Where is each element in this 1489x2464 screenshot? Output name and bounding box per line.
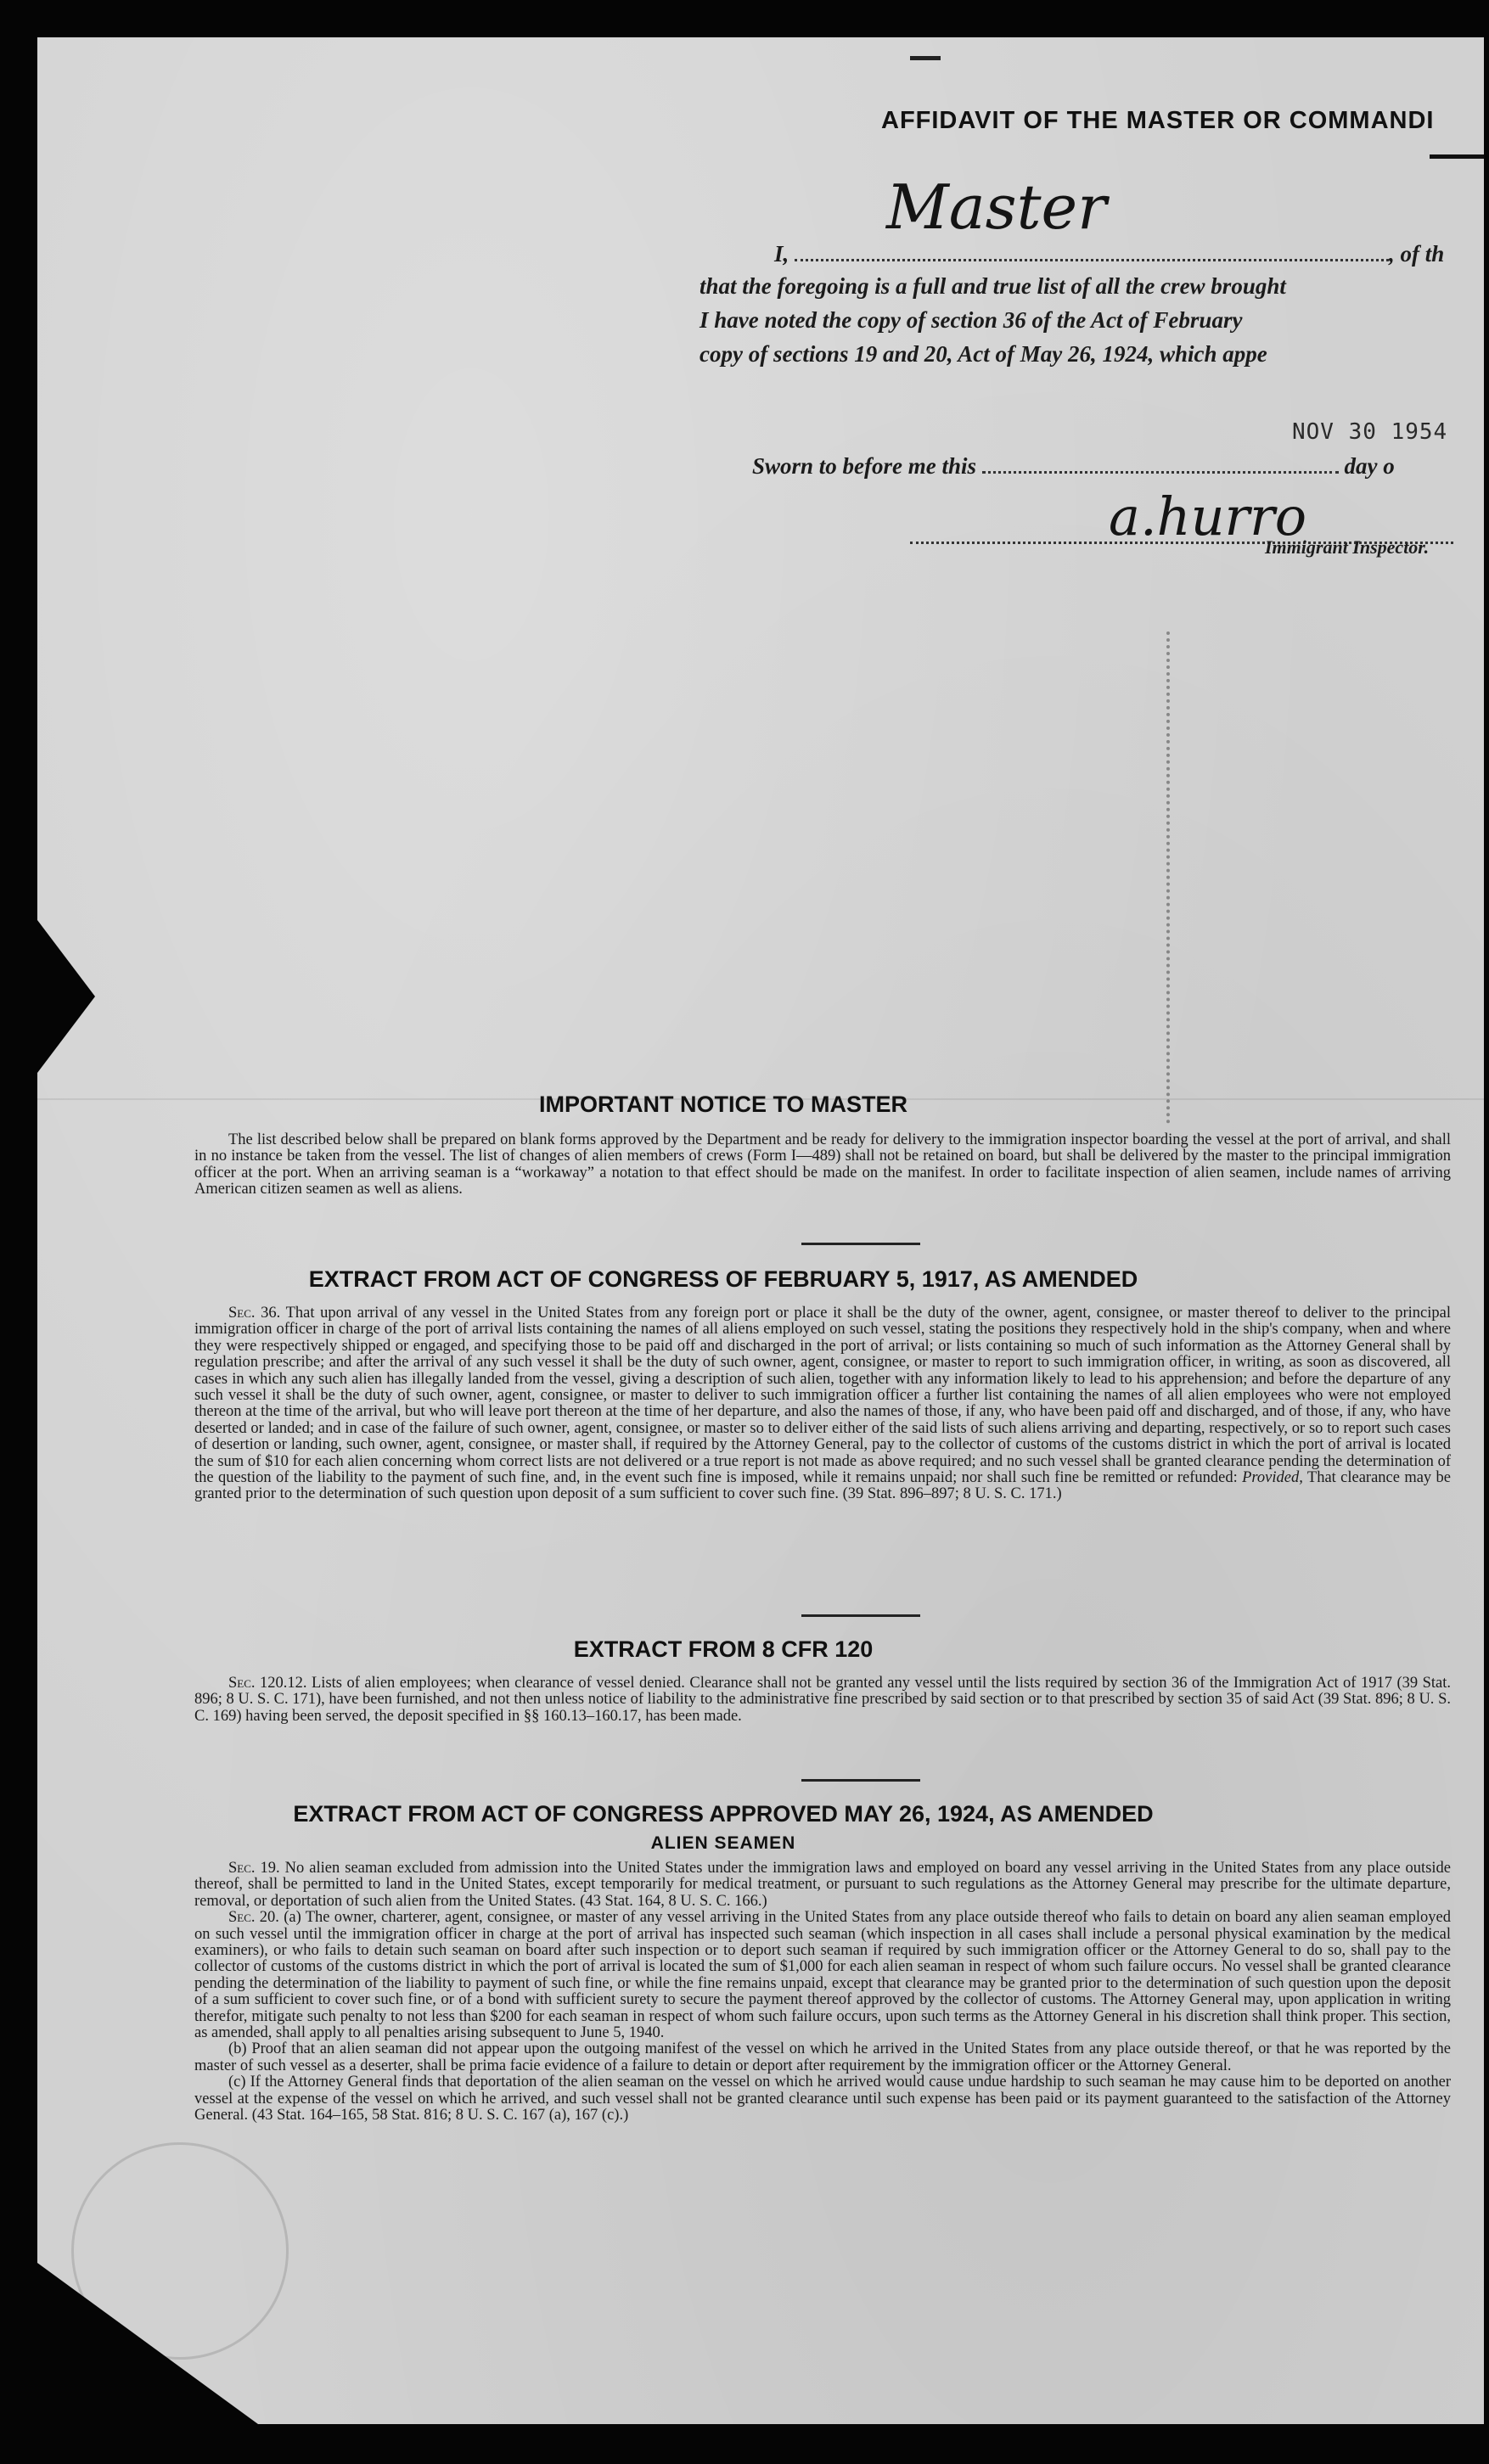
name-blank bbox=[795, 255, 1389, 261]
inspector-signature: a.hurro bbox=[1109, 486, 1307, 547]
section-rule bbox=[801, 1779, 920, 1782]
sworn-suffix: day o bbox=[1344, 453, 1395, 479]
provided-term: Provided, bbox=[1242, 1469, 1303, 1487]
sec-20c-paragraph: (c) If the Attorney General finds that deportation of the alien seaman on the vessel on which he arrived would cause undue hardship to such seaman he may cause him to be deported on another vessel at the expense of the vessel on which he arrived, and such vessel shall not be granted clearance until such expense has been paid or its payment guaranteed to the satisfaction of the Attorney General. (43 Stat. 164–165, 58 Stat. 816; 8 U. S. C. 167 (a), 167 (c).) bbox=[194, 2074, 1451, 2124]
notice-text bbox=[194, 1132, 1451, 1198]
sec-120-12-text: Lists of alien employees; when clearance of vessel denied. Clearance shall not be granted any vessel until the lists required by section 36 of the Immigration Act of 1917 (39 Stat. 896; 8 U. S. C. 171), have been furnished, and not then unless notice of liability to the administrative fine prescribed by said section or to that prescribed by section 35 of said Act (39 Stat. 896; 8 U. S. C. 169) having been served, the deposit specified in §§ 160.13–160.17, has been made. bbox=[194, 1675, 1451, 1725]
document-page bbox=[37, 37, 1484, 2424]
sworn-prefix: Sworn to before me this bbox=[752, 453, 977, 479]
date-blank bbox=[982, 468, 1339, 474]
inspector-label: Immigrant Inspector. bbox=[1265, 536, 1430, 558]
extract-1924-text bbox=[194, 1861, 1451, 2124]
section-rule bbox=[801, 1614, 920, 1617]
section-rule bbox=[801, 1243, 920, 1245]
sec-120-12-label: Sec. 120.12. bbox=[228, 1675, 307, 1692]
sec-19-paragraph bbox=[194, 1861, 1451, 1910]
extract-cfr-heading: EXTRACT FROM 8 CFR 120 bbox=[573, 1636, 874, 1662]
affidavit-title: AFFIDAVIT OF THE MASTER OR COMMANDI bbox=[881, 107, 1435, 134]
dotted-guide bbox=[1166, 631, 1172, 1124]
sec-20b-paragraph: (b) Proof that an alien seaman did not appear upon the outgoing manifest of the vessel on which he arrived in the United States from any place outside thereof, or that he was reported by the master of such vessel as a deserter, shall be prima facie evidence of a failure to detain or deport after requirement by the immigration officer or the Attorney General. bbox=[194, 2040, 1451, 2074]
alien-seamen-subheading: ALIEN SEAMEN bbox=[650, 1833, 796, 1853]
affidavit-line-1 bbox=[774, 241, 1444, 267]
master-signature: Master bbox=[886, 171, 1107, 243]
notice-heading: IMPORTANT NOTICE TO MASTER bbox=[539, 1092, 907, 1117]
sec-19-text: No alien seaman excluded from admission into the United States under the immigration laws and employed on board any vessel arriving in the United States from any place outside thereof, shall be permitted to land in the United States, except temporarily for medical treatment, or pursuant to such regulations as the Attorney General may prescribe for the ultimate departure, removal, or deportation of such alien from the United States. (43 Stat. 164, 8 U. S. C. 166.) bbox=[194, 1860, 1451, 1910]
sec-20a-text: (a) The owner, charterer, agent, consignee, or master of any vessel arriving in the United States from any place outside thereof who fails to detain on board any alien seaman employed on such vessel until the immigration officer in charge at the port of arrival has inspected such seaman (which inspection in all cases shall include a personal physical examination by the medical examiners), or who fails to detain such seaman on board after such inspection or to deport such seaman if required by such immigration officer or the Attorney General to do so, shall pay to the collector of customs of the customs district in which the port of arrival is located the sum of $1,000 for each alien seaman in respect of whom such failure occurs. No vessel shall be granted clearance pending the determination of the liability to payment of such fine, or while the fine remains unpaid, except that clearance may be granted prior to the determination of such question upon the deposit of a sum sufficient to cover such fine, or of a bond with sufficient surety to secure the payment thereof approved by the collector of customs. The Attorney General may, upon application in writing therefor, mitigate such penalty to not less than $200 for each seaman in respect of whom such failure occurs, upon such terms as the Attorney General in his discretion shall think proper. This section, as amended, shall apply to all penalties arising subsequent to June 5, 1940. bbox=[194, 1909, 1452, 2042]
title-rule bbox=[1430, 154, 1484, 159]
extract-1924-heading: EXTRACT FROM ACT OF CONGRESS APPROVED MAY 26, 1924, AS AMENDED bbox=[293, 1801, 1154, 1827]
sec-36-paragraph bbox=[194, 1305, 1451, 1503]
extract-1917-heading: EXTRACT FROM ACT OF CONGRESS OF FEBRUARY 5, 1917, AS AMENDED bbox=[308, 1266, 1138, 1292]
date-stamp: NOV 30 1954 bbox=[1292, 419, 1448, 445]
page-mark bbox=[910, 56, 941, 60]
sec-36-text-end: That clearance may be granted prior to the determination of such question upon deposit of a sum sufficient to cover such fine. (39 Stat. 896–897; 8 U. S. C. 171.) bbox=[194, 1469, 1452, 1503]
extract-1917-text bbox=[194, 1305, 1451, 1503]
extract-cfr-text bbox=[194, 1675, 1451, 1725]
affidavit-line-4: copy of sections 19 and 20, Act of May 26, 1924, which appe bbox=[700, 341, 1267, 367]
sec-36-text: That upon arrival of any vessel in the United States from any foreign port or place it shall be the duty of the owner, agent, consignee, or master thereof to deliver to the principal immigration officer in charge of the port of arrival lists containing the names of all aliens employed on such vessel, stating the positions they respectively hold in the ship's company, when and where they were respectively shipped or engaged, and specifying those to be paid off and discharged in the port of arrival; or lists containing so much of such information as the Attorney General shall by regulation prescribe; and after the arrival of any such vessel it shall be the duty of such owner, agent, consignee, or master to report to such immigration officer, in writing, as soon as discovered, all cases in which any such alien has illegally landed from the vessel, giving a description of such alien, together with any information likely to lead to his apprehension; and before the departure of any such vessel it shall be the duty of such owner, agent, consignee, or master to deliver to such immigration officer a further list containing the names of all alien employees who were not employed thereon at the time of the arrival, but who will leave port thereon at the time of her departure, and also the names of those, if any, who have been paid off and discharged, and of those, if any, who have deserted or landed; and in case of the failure of such owner, agent, consignee, or master so to deliver either of the said lists of such aliens arriving and departing, respectively, or so to report such cases of desertion or landing, such owner, agent, consignee, or master shall, if required by the Attorney General, pay to the collector of customs of the customs district in which the port of arrival is located the sum of $10 for each alien concerning whom correct lists are not delivered or a true report is not made as above required; and no such vessel shall be granted clearance pending the determination of the question of the liability to the payment of such fine, and, in the event such fine is imposed, while it remains unpaid; nor shall such fine be remitted or refunded: bbox=[194, 1305, 1452, 1487]
notice-paragraph: The list described below shall be prepared on blank forms approved by the Department and be ready for delivery to the immigration inspector boarding the vessel at the port of arrival, and shall in no instance be taken from the vessel. The list of changes of alien members of crews (Form I—489) shall not be retained on board, but shall be delivered by the master to the principal immigration officer at the port. When an arriving seaman is a “workaway” a notation to that effect should be made on the manifest. In order to facilitate inspection of alien seamen, include names of arriving American citizen seamen as well as aliens. bbox=[194, 1131, 1451, 1198]
affidavit-line-3: I have noted the copy of section 36 of the Act of February bbox=[700, 307, 1243, 333]
sec-120-12-paragraph bbox=[194, 1675, 1451, 1725]
sec-19-label: Sec. 19. bbox=[228, 1860, 280, 1877]
sec-36-label: Sec. 36. bbox=[228, 1305, 281, 1322]
affidavit-line-2: that the foregoing is a full and true list of all the crew brought bbox=[700, 273, 1286, 299]
folded-corner bbox=[37, 2263, 258, 2424]
sworn-line bbox=[752, 453, 1395, 480]
affidavit-line-1-suffix: , of th bbox=[1389, 241, 1445, 267]
sec-20-label: Sec. 20. bbox=[228, 1909, 279, 1927]
sec-20a-paragraph bbox=[194, 1910, 1451, 2041]
affidavit-line-1-prefix: I, bbox=[774, 241, 789, 267]
page-tear bbox=[37, 920, 95, 1073]
